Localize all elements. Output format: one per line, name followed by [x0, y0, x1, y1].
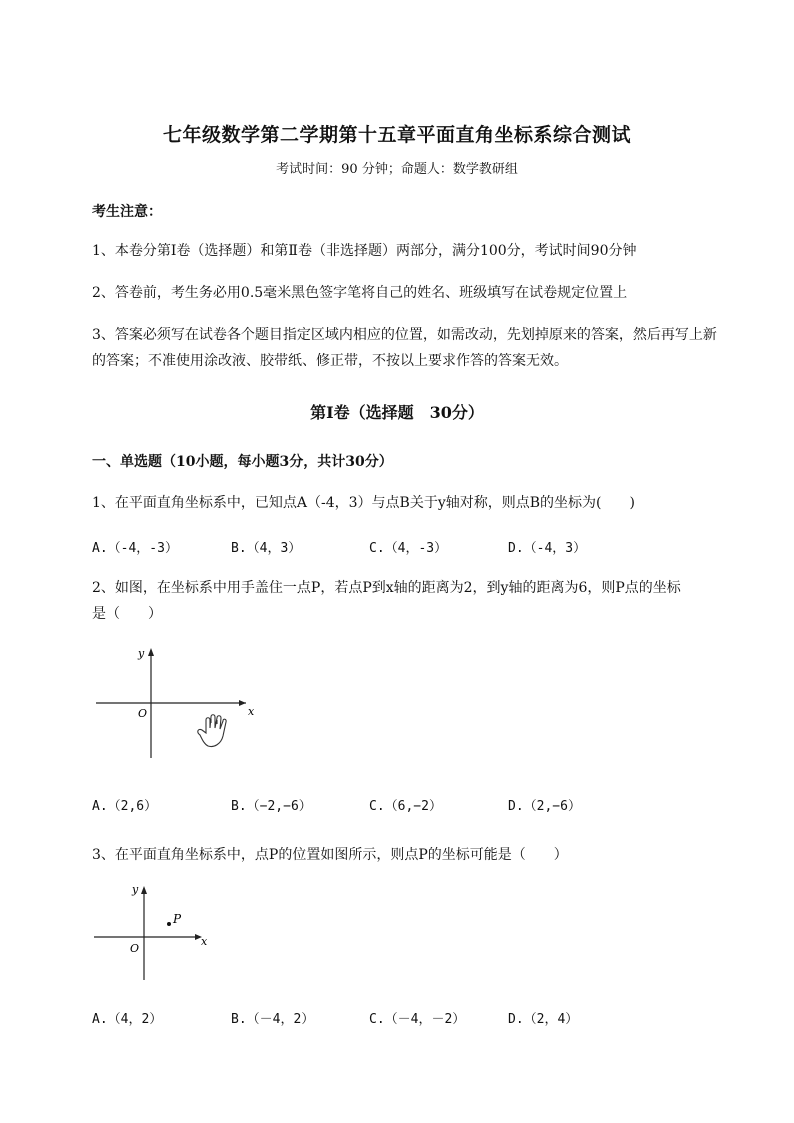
- point-p: [167, 922, 171, 926]
- q2-option-b[interactable]: B.（−2,−6）: [231, 799, 312, 814]
- q2-option-d[interactable]: D.（2,−6）: [508, 799, 581, 814]
- y-axis-label: y: [132, 883, 139, 896]
- origin-label: O: [138, 707, 148, 720]
- point-p-label: P: [173, 912, 182, 926]
- exam-info: 考试时间：90 分钟；命题人：数学教研组: [276, 162, 518, 177]
- notice-item-3-cont: 的答案；不准使用涂改液、胶带纸、修正带，不按以上要求作答的答案无效。: [92, 353, 568, 369]
- q3-option-d[interactable]: D.（2，4）: [508, 1012, 579, 1027]
- q2-option-c[interactable]: C.（6,−2）: [369, 799, 442, 814]
- notice-item-1: 1、本卷分第Ⅰ卷（选择题）和第Ⅱ卷（非选择题）两部分，满分100分，考试时间90分钟: [92, 243, 637, 259]
- part-heading: 一、单选题（10小题，每小题3分，共计30分）: [92, 454, 393, 470]
- q3-option-a[interactable]: A.（4，2）: [92, 1012, 163, 1027]
- question-3-text: 3、在平面直角坐标系中，点P的位置如图所示，则点P的坐标可能是（ ）: [92, 847, 568, 863]
- page-title: 七年级数学第二学期第十五章平面直角坐标系综合测试: [162, 124, 631, 146]
- notice-heading: 考生注意：: [92, 204, 162, 220]
- coordinate-axes-figure-3: [92, 880, 222, 985]
- y-axis-arrow: [148, 648, 154, 656]
- hand-icon: [198, 715, 226, 747]
- coordinate-axes-figure-2: [92, 640, 262, 760]
- q1-option-d[interactable]: D.（-4，3）: [508, 541, 587, 556]
- question-3-figure: [92, 880, 222, 985]
- question-2-text: 2、如图，在坐标系中用手盖住一点P，若点P到x轴的距离为2，到y轴的距离为6，则P点的坐标: [92, 580, 681, 596]
- origin-label: O: [130, 942, 140, 955]
- q3-option-b[interactable]: B.（－4，2）: [231, 1012, 315, 1027]
- y-axis-label: y: [138, 647, 145, 660]
- q2-option-a[interactable]: A.（2,6）: [92, 799, 158, 814]
- question-1-text: 1、在平面直角坐标系中，已知点A（-4，3）与点B关于y轴对称，则点B的坐标为( ): [92, 495, 635, 511]
- q3-option-c[interactable]: C.（－4，－2）: [369, 1012, 466, 1027]
- y-axis-arrow: [141, 886, 147, 894]
- x-axis-arrow: [239, 700, 246, 706]
- notice-item-3: 3、答案必须写在试卷各个题目指定区域内相应的位置，如需改动，先划掉原来的答案，然后再写上新: [92, 327, 717, 343]
- section-title: 第Ⅰ卷（选择题 30分）: [310, 403, 484, 422]
- question-2-text-cont: 是（ ）: [92, 606, 162, 622]
- q1-option-c[interactable]: C.（4，-3）: [369, 541, 448, 556]
- x-axis-label: x: [201, 935, 208, 948]
- question-2-figure: [92, 640, 262, 760]
- q1-option-a[interactable]: A.（-4，-3）: [92, 541, 178, 556]
- x-axis-label: x: [248, 705, 255, 718]
- q1-option-b[interactable]: B.（4，3）: [231, 541, 302, 556]
- notice-item-2: 2、答卷前，考生务必用0.5毫米黑色签字笔将自己的姓名、班级填写在试卷规定位置上: [92, 285, 628, 301]
